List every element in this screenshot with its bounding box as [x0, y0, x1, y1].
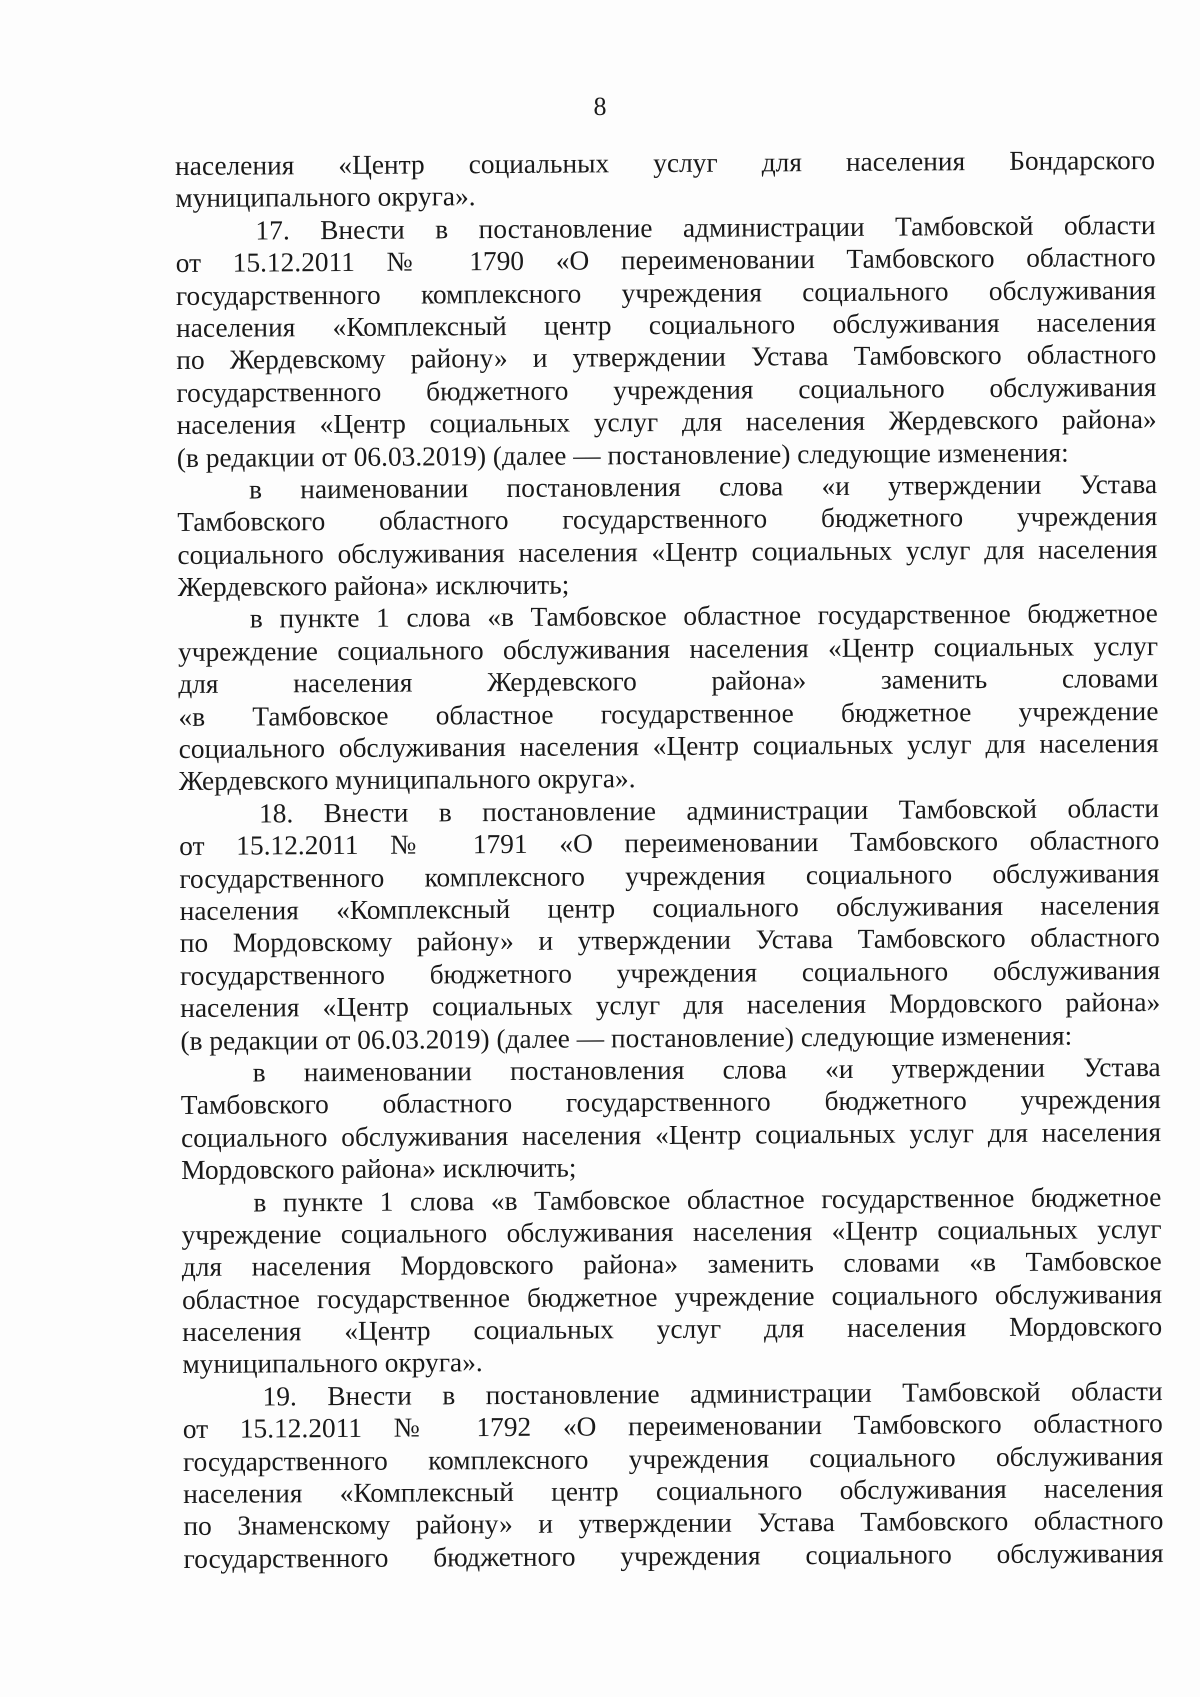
text-line: муниципального округа». [175, 181, 476, 214]
text-line: государственного бюджетного учреждения социального обслуживания [179, 954, 1161, 991]
text-line: «в Тамбовское областное государственное бюджетное учреждение [178, 695, 1159, 732]
text-line: населения «Комплексный центр социального обслуживания населения [183, 1473, 1164, 1509]
text-line: в наименовании постановления слова «и утверждении Устава [252, 1051, 1161, 1088]
text-line: областное государственное бюджетное учреждение социального обслуживания [181, 1278, 1163, 1315]
text-line: (в редакции от 06.03.2019) (далее — постановление) следующие изменения: [180, 1020, 1073, 1056]
text-line: государственного комплексного учреждения социального обслуживания [175, 274, 1156, 311]
text-line: Жердевского района» исключить; [177, 569, 570, 603]
text-line: социального обслуживания населения «Центр социальных услуг для населения [178, 728, 1159, 765]
text-line: учреждение социального обслуживания населения «Центр социальных услуг [177, 630, 1159, 667]
text-line: Тамбовского областного государственного бюджетного учреждения [180, 1084, 1161, 1121]
text-line: населения «Центр социальных услуг для населения Бондарского [175, 145, 1156, 181]
text-line: Мордовского района» исключить; [181, 1152, 577, 1186]
text-line: муниципального округа». [182, 1347, 483, 1380]
text-line: государственного комплексного учреждения социального обслуживания [182, 1440, 1164, 1477]
text-line: населения «Центр социальных услуг для населения Мордовского района» [180, 987, 1161, 1024]
text-line: социального обслуживания населения «Центр социальных услуг для населения [180, 1116, 1162, 1153]
text-line: от 15.12.2011 № 1790 «О переименовании Тамбовского областного [175, 242, 1156, 279]
text-line: по Жердевскому району» и утверждении Устава Тамбовского областного [176, 339, 1157, 376]
text-line: 19. Внести в постановление администрации Тамбовской области [262, 1375, 1163, 1412]
text-line: 18. Внести в постановление администрации Тамбовской области [258, 792, 1160, 829]
text-line: населения «Центр социальных услуг для населения Жердевского района» [176, 404, 1157, 441]
text-line: в пункте 1 слова «в Тамбовское областное государственное бюджетное [249, 598, 1158, 635]
document-body [175, 144, 1164, 1575]
text-line: государственного бюджетного учреждения социального обслуживания [176, 371, 1157, 408]
text-line: от 15.12.2011 № 1792 «О переименовании Тамбовского областного [182, 1408, 1163, 1445]
page-number: 8 [593, 92, 607, 121]
text-line: в наименовании постановления слова «и утверждении Устава [248, 468, 1158, 505]
text-line: государственного комплексного учреждения социального обслуживания [179, 857, 1160, 894]
text-line: в пункте 1 слова «в Тамбовское областное государственное бюджетное [253, 1181, 1162, 1218]
text-line: населения «Центр социальных услуг для населения Мордовского [182, 1311, 1163, 1348]
text-line: по Знаменскому району» и утверждении Устава Тамбовского областного [183, 1505, 1164, 1542]
text-line: социального обслуживания населения «Центр социальных услуг для населения [177, 533, 1158, 570]
text-line: учреждение социального обслуживания населения «Центр социальных услуг [181, 1213, 1162, 1250]
text-line: населения «Комплексный центр социального обслуживания населения [175, 306, 1157, 343]
text-line: для населения Жердевского района» заменить словами [178, 663, 1159, 700]
text-line: населения «Комплексный центр социального обслуживания населения [179, 889, 1160, 926]
text-line: Тамбовского областного государственного бюджетного учреждения [177, 501, 1158, 538]
text-line: 17. Внести в постановление администрации Тамбовской области [255, 209, 1156, 246]
text-line: (в редакции от 06.03.2019) (далее — постановление) следующие изменения: [176, 437, 1069, 473]
text-line: от 15.12.2011 № 1791 «О переименовании Тамбовского областного [179, 825, 1160, 862]
text-line: по Мордовскому району» и утверждении Устава Тамбовского областного [179, 922, 1160, 959]
text-line: Жердевского муниципального округа». [178, 763, 636, 797]
text-line: для населения Мордовского района» заменить словами «в Тамбовское [181, 1246, 1162, 1283]
text-line: государственного бюджетного учреждения социального обслуживания [183, 1537, 1164, 1574]
